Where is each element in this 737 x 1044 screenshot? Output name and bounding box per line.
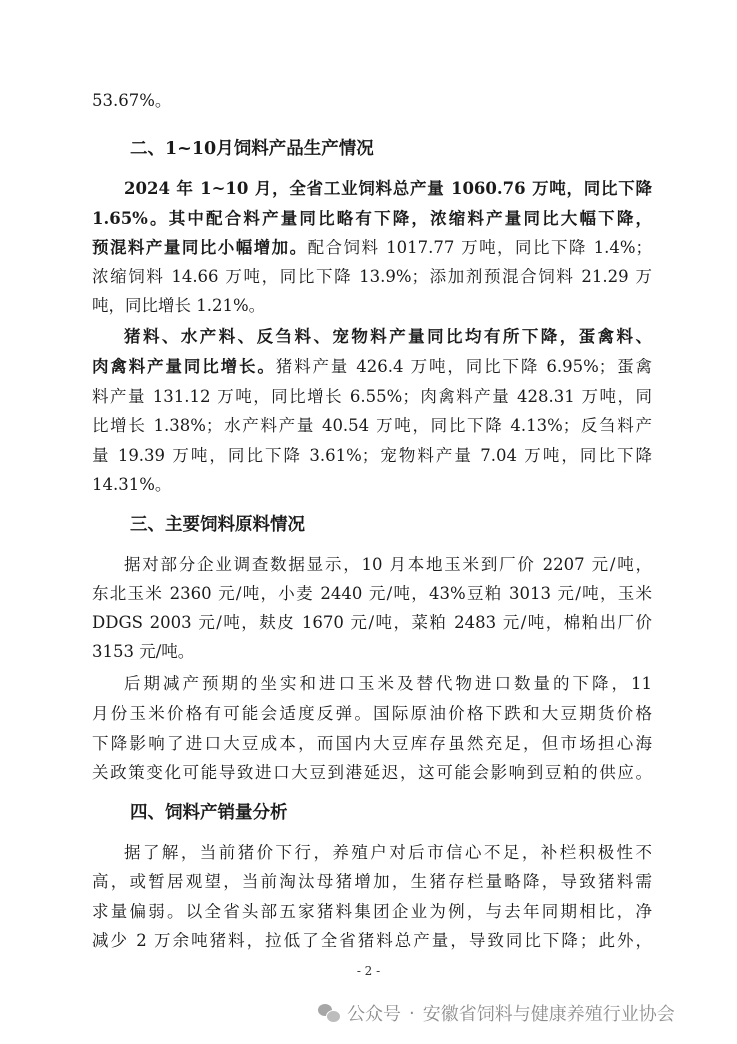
paragraph-line: 据对部分企业调查数据显示，10 月本地玉米到厂价 2207 元/吨， bbox=[124, 555, 652, 574]
paragraph-line: 关政策变化可能导致进口大豆到港延迟，这可能会影响到豆粕的供应。 bbox=[92, 763, 652, 782]
paragraph-line: 2024 年 1~10 月，全省工业饲料总产量 1060.76 万吨，同比下降 bbox=[124, 179, 652, 198]
paragraph-line: 猪料、水产料、反刍料、宠物料产量同比均有所下降，蛋禽料、 bbox=[124, 327, 652, 346]
paragraph-line: 1.65%。其中配合料产量同比略有下降，浓缩料产量同比大幅下降， bbox=[92, 209, 652, 228]
paragraph-line: 下降影响了进口大豆成本，而国内大豆库存虽然充足，但市场担心海 bbox=[92, 734, 652, 753]
paragraph-line bbox=[92, 235, 652, 261]
paragraph-line: 浓缩饲料 14.66 万吨，同比下降 13.9%；添加剂预混合饲料 21.29 万 bbox=[92, 267, 652, 286]
paragraph-line: 东北玉米 2360 元/吨，小麦 2440 元/吨，43%豆粕 3013 元/吨，玉米 bbox=[92, 584, 652, 603]
page-number: - 2 - bbox=[356, 964, 381, 978]
paragraph-line: 高，或暂居观望，当前淘汰母猪增加，生猪存栏量略降，导致猪料需 bbox=[92, 872, 652, 891]
paragraph-line: 3153 元/吨。 bbox=[92, 642, 195, 661]
section-heading: 二、1~10月饲料产品生产情况 bbox=[130, 139, 374, 159]
paragraph-line bbox=[92, 354, 652, 380]
paragraph-line: 吨，同比增长 1.21%。 bbox=[92, 296, 266, 315]
paragraph-line: 后期减产预期的坐实和进口玉米及替代物进口数量的下降，11 bbox=[124, 674, 652, 693]
wechat-watermark bbox=[318, 998, 675, 1028]
paragraph-line: 53.67%。 bbox=[92, 91, 172, 110]
bold-run: 肉禽料产量同比增长。 bbox=[92, 357, 276, 376]
watermark-prefix: 公众号 bbox=[347, 1004, 401, 1025]
paragraph-line: 量 19.39 万吨，同比下降 3.61%；宠物料产量 7.04 万吨，同比下降 bbox=[92, 446, 652, 465]
wechat-icon bbox=[318, 1002, 340, 1024]
normal-run: 猪料产量 426.4 万吨，同比下降 6.95%；蛋禽 bbox=[275, 357, 653, 376]
paragraph-line: 减少 2 万余吨猪料，拉低了全省猪料总产量，导致同比下降；此外， bbox=[92, 931, 652, 950]
paragraph-line: 据了解，当前猪价下行，养殖户对后市信心不足，补栏积极性不 bbox=[124, 843, 652, 862]
bold-run: 预混料产量同比小幅增加。 bbox=[92, 238, 308, 257]
paragraph-line: DDGS 2003 元/吨，麸皮 1670 元/吨，菜粕 2483 元/吨，棉粕出厂价 bbox=[92, 613, 652, 632]
paragraph-line: 比增长 1.38%；水产料产量 40.54 万吨，同比下降 4.13%；反刍料产 bbox=[92, 416, 652, 435]
paragraph-line: 月份玉米价格有可能会适度反弹。国际原油价格下跌和大豆期货价格 bbox=[92, 704, 652, 723]
paragraph-line: 14.31%。 bbox=[92, 475, 172, 494]
watermark-separator: · bbox=[409, 1002, 415, 1024]
paragraph-line: 求量偏弱。以全省头部五家猪料集团企业为例，与去年同期相比，净 bbox=[92, 902, 652, 921]
section-heading: 四、饲料产销量分析 bbox=[130, 803, 288, 823]
normal-run: 配合饲料 1017.77 万吨，同比下降 1.4%； bbox=[307, 238, 652, 257]
paragraph-line: 料产量 131.12 万吨，同比增长 6.55%；肉禽料产量 428.31 万吨，同 bbox=[92, 387, 652, 406]
section-heading: 三、主要饲料原料情况 bbox=[130, 515, 305, 535]
watermark-account: 安徽省饲料与健康养殖行业协会 bbox=[422, 1004, 675, 1025]
